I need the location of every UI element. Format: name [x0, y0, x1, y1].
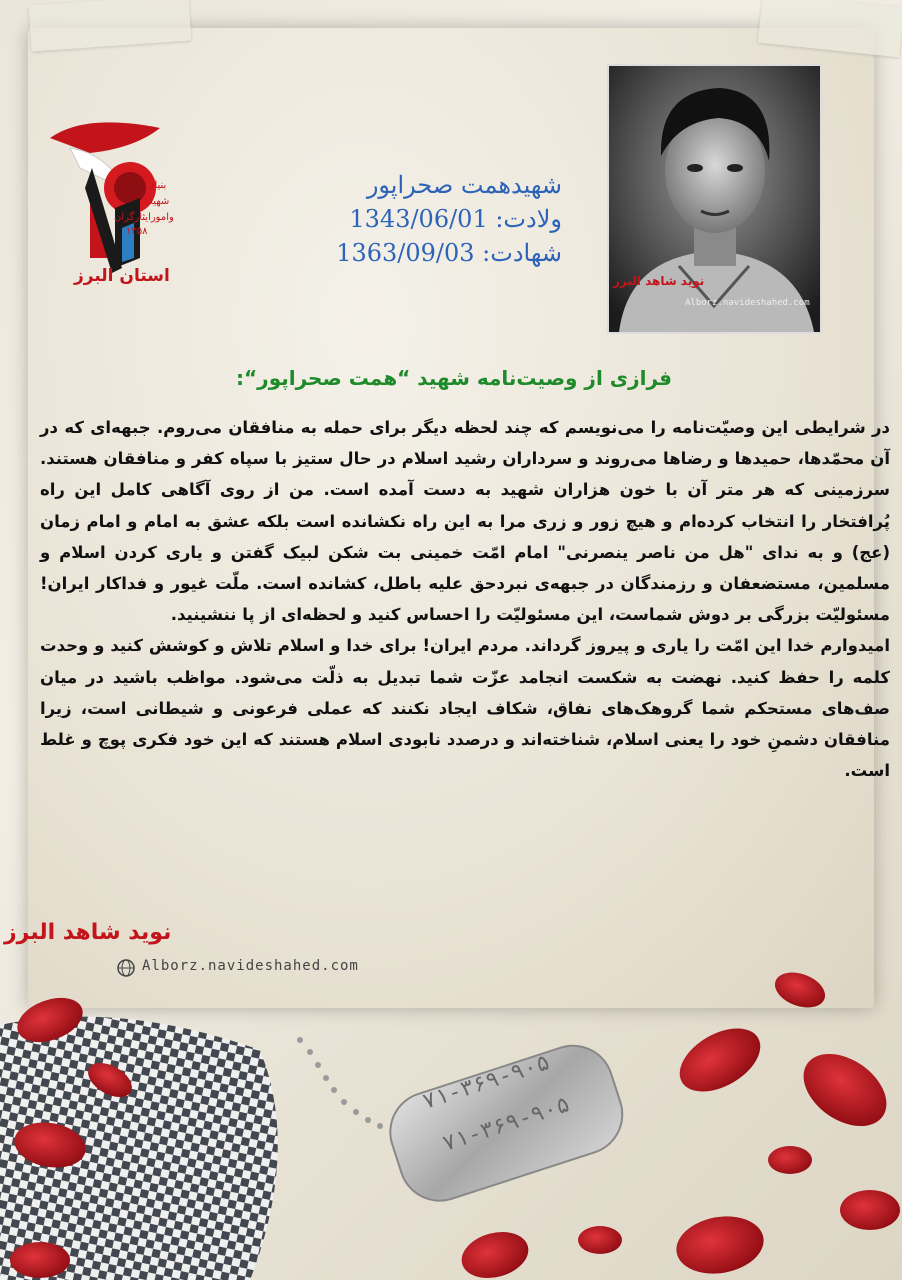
logo-org-line1: بنیاد — [150, 180, 167, 191]
photo-site-url: Alborz.navideshahed.com — [685, 298, 810, 308]
logo-org-line3: وامورایثارگران — [114, 212, 174, 223]
martyr-photo — [607, 64, 822, 334]
dog-tag-chain — [297, 1037, 383, 1129]
birth-date: ولادت: 1343/06/01 — [349, 205, 562, 233]
logo-org-line2: شهید — [148, 196, 170, 207]
death-date: شهادت: 1363/09/03 — [336, 239, 562, 267]
martyr-info — [336, 168, 562, 270]
logo-province: استان البرز — [74, 266, 170, 286]
watermark-url: Alborz.navideshahed.com — [142, 958, 359, 974]
will-paragraph-1: در شرایطی این وصیّت‌نامه را می‌نویسم که چند لحظه دیگر برای حمله به منافقان می‌روم. جبهه‌ای که در آن محمّدها، حمیدها و رضاها می‌روند و سرداران رشید اسلام در حال ستیز با سپاه کفر و منافقان هستند. سرزمینی که هر متر آن با خون هزاران شهید به دست آمده است. من از روی آگاهی کامل این راه پُرافتخار را انتخاب کرده‌ام و هیچ زور و زری مرا به این راه نکشانده است بلکه عشق به امام و امام زمان (عج) و به ندای "هل من ناصر ینصرنی" امام امّت خمینی بت شکن لبیک گفتن و یاری کردن اسلام و مسلمین، مستضعفان و رزمندگان در جبهه‌ی نبردحق علیه باطل، کشانده است. ملّت غیور و فداکار ایران! مسئولیّت بزرگی بر دوش شماست، این مسئولیّت را احساس کنید و لحظه‌ای از پا ننشینید. — [40, 418, 890, 625]
will-heading: فرازی از وصیت‌نامه شهید “همت صحراپور“: — [236, 366, 672, 390]
will-paragraph-2: امیدوارم خدا این امّت را یاری و پیروز گرداند. مردم ایران! برای خدا و اسلام تلاش و کوشش کنید و وحدت کلمه را حفظ کنید. نهضت به شکست انجامد عزّت شما تبدیل به ذلّت می‌شود. مواظب باشید در میان صف‌های مستحکم شما گروهک‌های نفاق، شکاف ایجاد نکنند که عملی فرعونی و شیطانی است، زیرا منافقان دشمنِ خود را یعنی اسلام، شناخته‌اند و درصدد نابودی اسلام هستند که این خود فکری پوچ و غلط است. — [40, 636, 890, 781]
dog-tag-line2: ۷۱-۳۶۹-۹۰۵ — [439, 1092, 574, 1157]
globe-icon — [116, 958, 136, 978]
logo-year: ۱۳۵۸ — [126, 226, 148, 237]
foundation-logo — [30, 108, 180, 308]
site-watermark — [0, 920, 380, 986]
martyr-name: شهیدهمت صحراپور — [366, 171, 562, 199]
will-text — [40, 412, 890, 786]
dog-tag-line1: ۷۱-۳۶۹-۹۰۵ — [419, 1050, 554, 1115]
watermark-badge: نوید شاهد البرز — [4, 920, 172, 945]
portrait-image — [609, 66, 820, 332]
photo-badge: نوید شاهد البرز — [613, 274, 705, 288]
